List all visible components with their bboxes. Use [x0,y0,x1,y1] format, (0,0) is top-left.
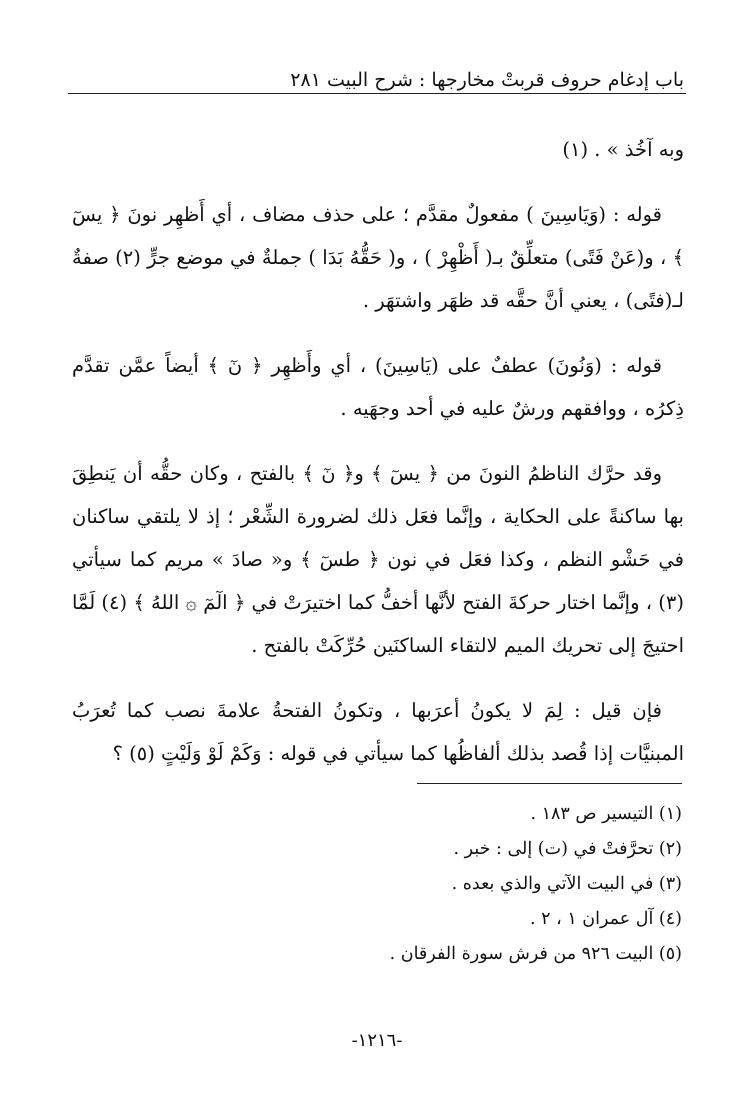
footnote-rule [417,783,682,784]
running-title: باب إدغام حروف قربتْ مخارجها : شرح البيت ٢٨١ [290,69,684,91]
footnote-4: (٤) آل عمران ١ ، ٢ . [530,909,682,929]
paragraph-2: قوله : (وَيَاسِينَ ) مفعولٌ مقدَّم ؛ على حذف مضاف ، أي أَظهِر نونَ ﴿ يسٓ ﴾ ، و(عَنْ فَتًى) متعلِّقٌ بـ( أَظْهِرْ ) ، و( حَقُّهُ بَدَا ) جملةٌ في موضع جرٍّ (٢) صفةٌ لـ(فتًى) ، يعني أنَّ حقَّه قد ظهَر واشتهَر . [72,203,684,312]
footnote-1: (١) التيسير ص ١٨٣ . [530,804,682,824]
footnote-3: (٣) في البيت الآتي والذي بعده . [451,874,682,894]
paragraph-1: وبه آخُذ » . (١) [562,138,684,161]
footnote-2: (٢) تحرَّفتْ في (ت) إلى : خبر . [453,839,682,859]
main-text [72,128,684,797]
paragraph-5: فإن قيل : لِمَ لا يكونُ أعرَبها ، وتكونُ الفتحةُ علامةَ نصب كما تُعرَبُ المبنيَّات إذا قُصد بذلك ألفاظُها كما سيأتي في قوله : وَكَمْ لَوْ وَلَيْتٍ (٥) ؟ [72,699,684,765]
paragraph-3: قوله : (وَنُونَ) عطفٌ على (يَاسِينَ) ، أي وأَظهِر ﴿ نٓ ﴾ أيضاً عمَّن تقدَّم ذِكرُه ، ووافقهم ورشٌ عليه في أحد وجهَيه . [72,354,684,420]
footnote-5: (٥) البيت ٩٢٦ من فرش سورة الفرقان . [389,944,682,964]
footnotes [72,797,682,972]
paragraph-4: وقد حرَّك الناظمُ النونَ من ﴿ يسٓ ﴾ و﴿ نٓ ﴾ بالفتح ، وكان حقُّه أن يَنطِقَ بها ساكنةً على الحكاية ، وإنَّما فعَل ذلك لضرورة الشِّعْر ؛ إذ لا يلتقي ساكنان في حَشْو النظم ، وكذا فعَل في نون ﴿ طسٓ ﴾ و« صادَ » مريم كما سيأتي (٣) ، وإنَّما اختار حركةَ الفتح لأنَّها أخفُّ كما اختيرَتْ في ﴿ الٓمٓ ۞ اللهُ ﴾ (٤) لَمَّا احتيجَ إلى تحريك الميم لالتقاء الساكنَين حُرِّكَتْ بالفتح . [72,462,684,657]
header-rule [68,93,686,94]
running-header [70,55,684,91]
page-number: -١٢١٦- [351,1030,403,1051]
